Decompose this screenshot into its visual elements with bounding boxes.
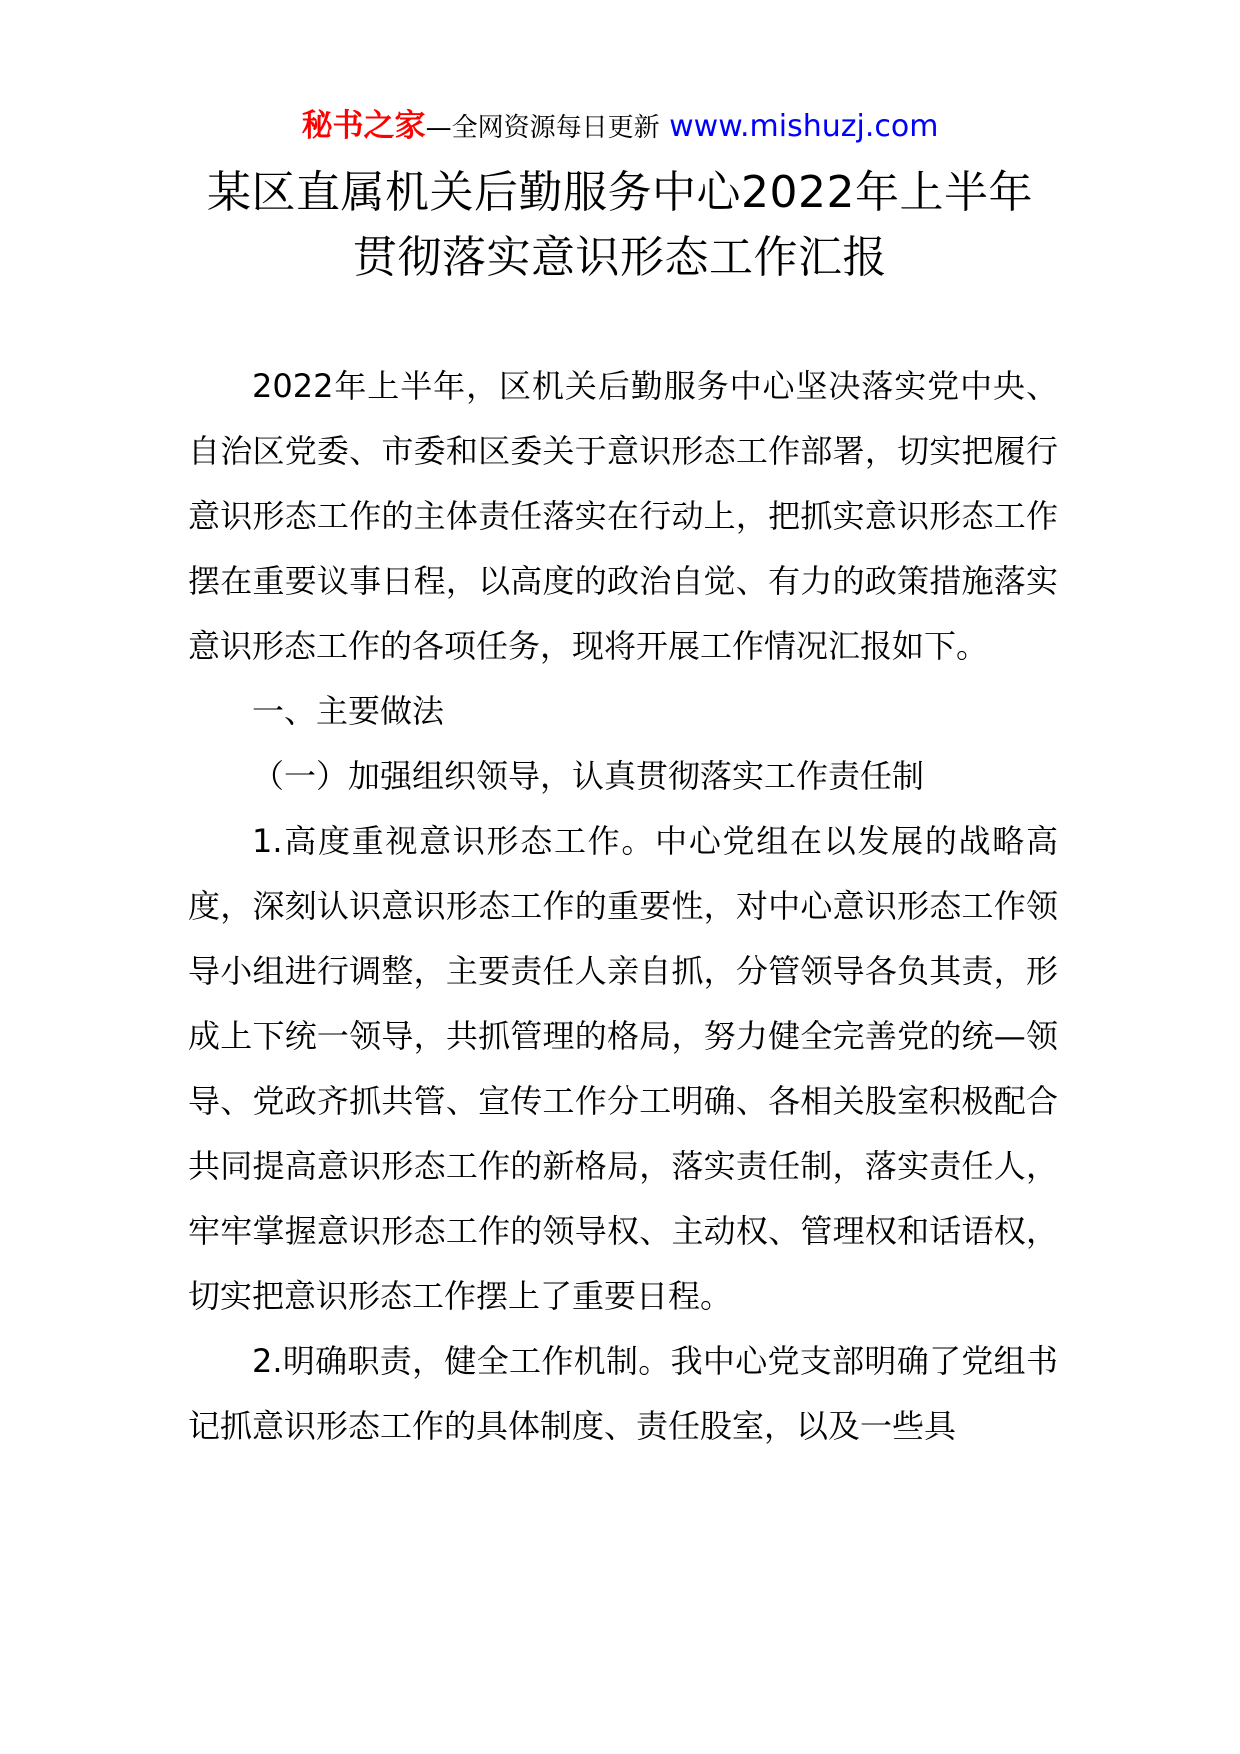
brand-name: 秘书之家 [301,108,426,144]
document-body [188,354,1058,1459]
section-heading: 一、主要做法 [252,692,445,730]
title-line-1: 某区直属机关后勤服务中心2022年上半年 [207,167,1033,218]
site-header [0,101,1240,151]
header-slogan: —全网资源每日更新 [425,113,660,143]
body-paragraph: 1.高度重视意识形态工作。中心党组在以发展的战略高度，深刻认识意识形态工作的重要性，对中心意识形态工作领导小组进行调整，主要责任人亲自抓，分管领导各负其责，形成上下统一领导，共抓管理的格局，努力健全完善党的统—领导、党政齐抓共管、宣传工作分工明确、各相关股室积极配合共同提高意识形态工作的新格局，落实责任制，落实责任人，牢牢掌握意识形态工作的领导权、主动权、管理权和话语权，切实把意识形态工作摆上了重要日程。 [188,822,1058,1315]
document-title [0,160,1240,290]
site-url-link[interactable]: www.mishuzj.com [669,109,939,144]
subsection-heading: （一）加强组织领导，认真贯彻落实工作责任制 [252,757,925,795]
intro-paragraph: 2022年上半年，区机关后勤服务中心坚决落实党中央、自治区党委、市委和区委关于意识形态工作部署，切实把履行意识形态工作的主体责任落实在行动上，把抓实意识形态工作摆在重要议事日程，以高度的政治自觉、有力的政策措施落实意识形态工作的各项任务，现将开展工作情况汇报如下。 [188,367,1058,665]
title-line-2: 贯彻落实意识形态工作汇报 [353,232,887,283]
body-paragraph: 2.明确职责，健全工作机制。我中心党支部明确了党组书记抓意识形态工作的具体制度、责任股室，以及一些具 [188,1342,1058,1445]
